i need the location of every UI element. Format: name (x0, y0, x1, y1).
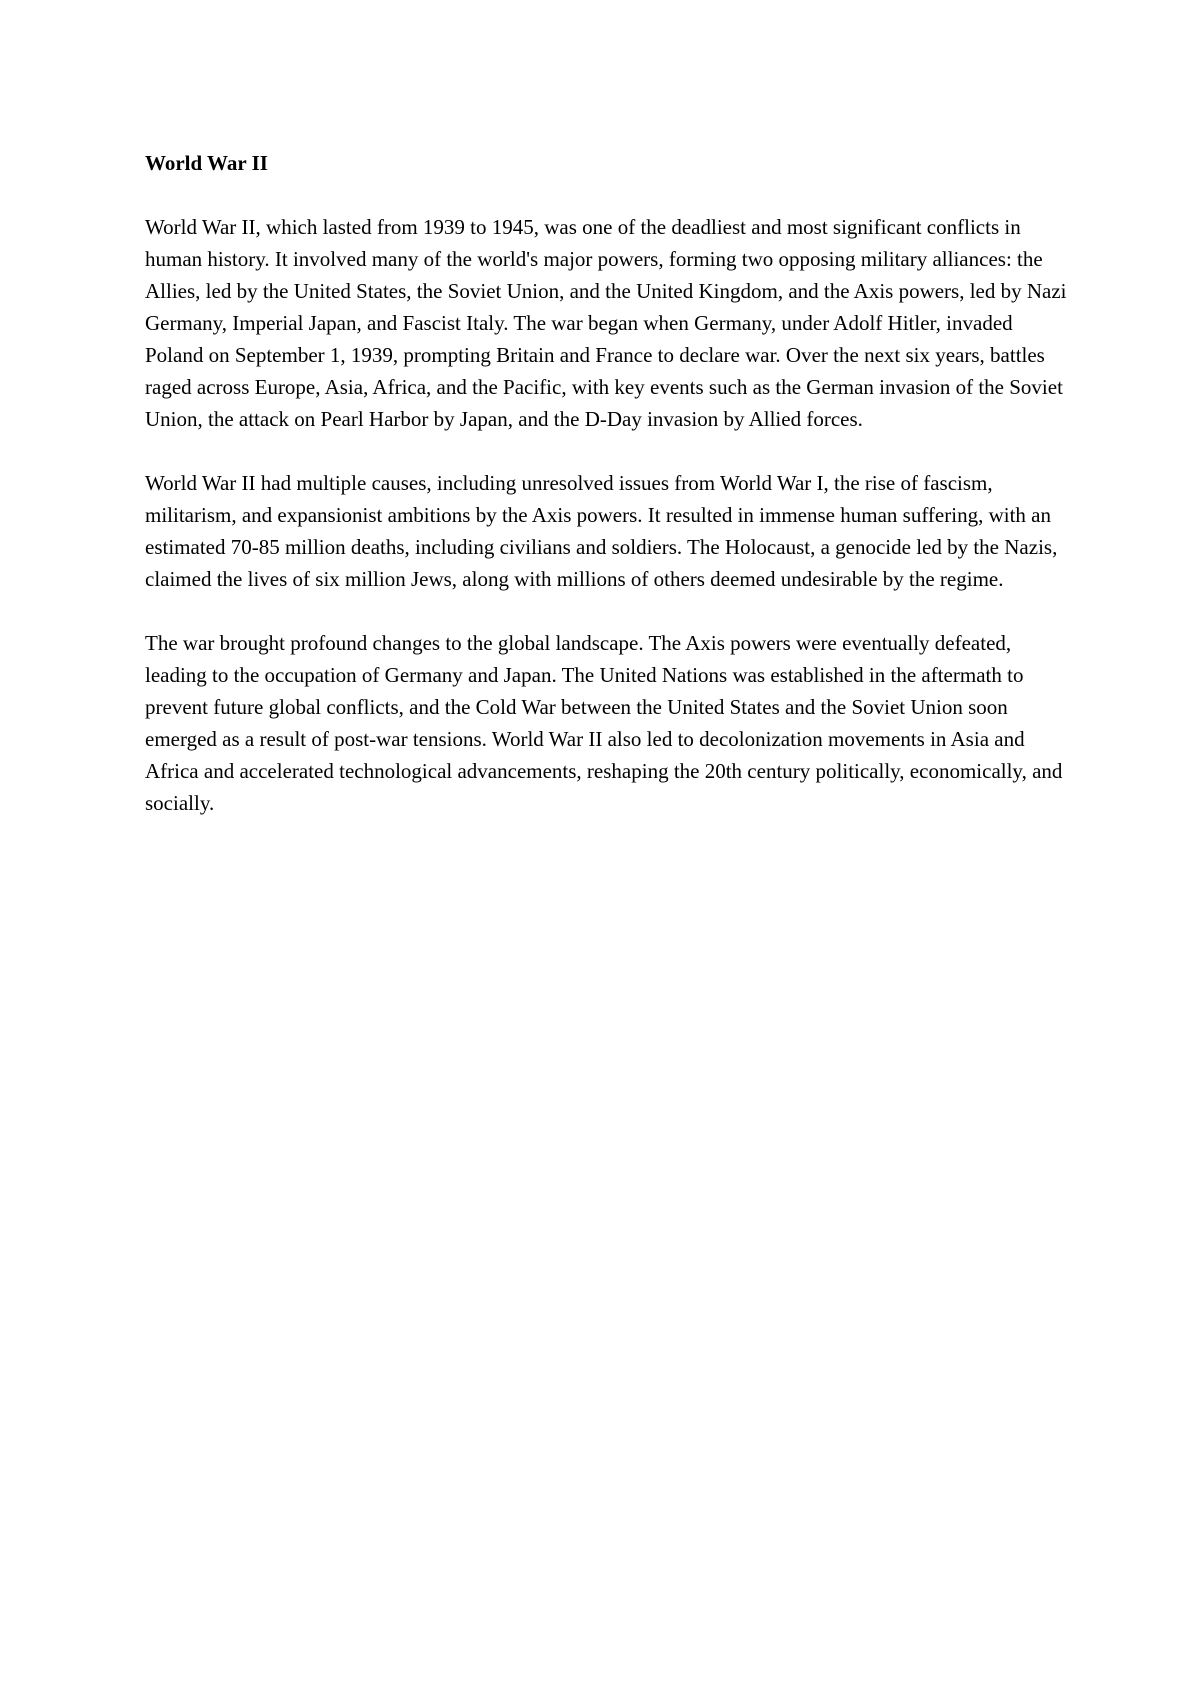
document-title: World War II (145, 151, 268, 175)
paragraph-1: World War II, which lasted from 1939 to 1945, was one of the deadliest and most significant conflicts in human history. It involved many of the world's major powers, forming two opposing military alliances: the Allies, led by the United States, the Soviet Union, and the United Kingdom, and the Axis powers, led by Nazi Germany, Imperial Japan, and Fascist Italy. The war began when Germany, under Adolf Hitler, invaded Poland on September 1, 1939, prompting Britain and France to declare war. Over the next six years, battles raged across Europe, Asia, Africa, and the Pacific, with key events such as the German invasion of the Soviet Union, the attack on Pearl Harbor by Japan, and the D-Day invasion by Allied forces. (145, 215, 1067, 431)
paragraph-3: The war brought profound changes to the global landscape. The Axis powers were eventually defeated, leading to the occupation of Germany and Japan. The United Nations was established in the aftermath to prevent future global conflicts, and the Cold War between the United States and the Soviet Union soon emerged as a result of post-war tensions. World War II also led to decolonization movements in Asia and Africa and accelerated technological advancements, reshaping the 20th century politically, economically, and socially. (145, 631, 1063, 815)
paragraph-2: World War II had multiple causes, including unresolved issues from World War I, the rise of fascism, militarism, and expansionist ambitions by the Axis powers. It resulted in immense human suffering, with an estimated 70-85 million deaths, including civilians and soldiers. The Holocaust, a genocide led by the Nazis, claimed the lives of six million Jews, along with millions of others deemed undesirable by the regime. (145, 471, 1058, 591)
document-body (145, 147, 1070, 851)
